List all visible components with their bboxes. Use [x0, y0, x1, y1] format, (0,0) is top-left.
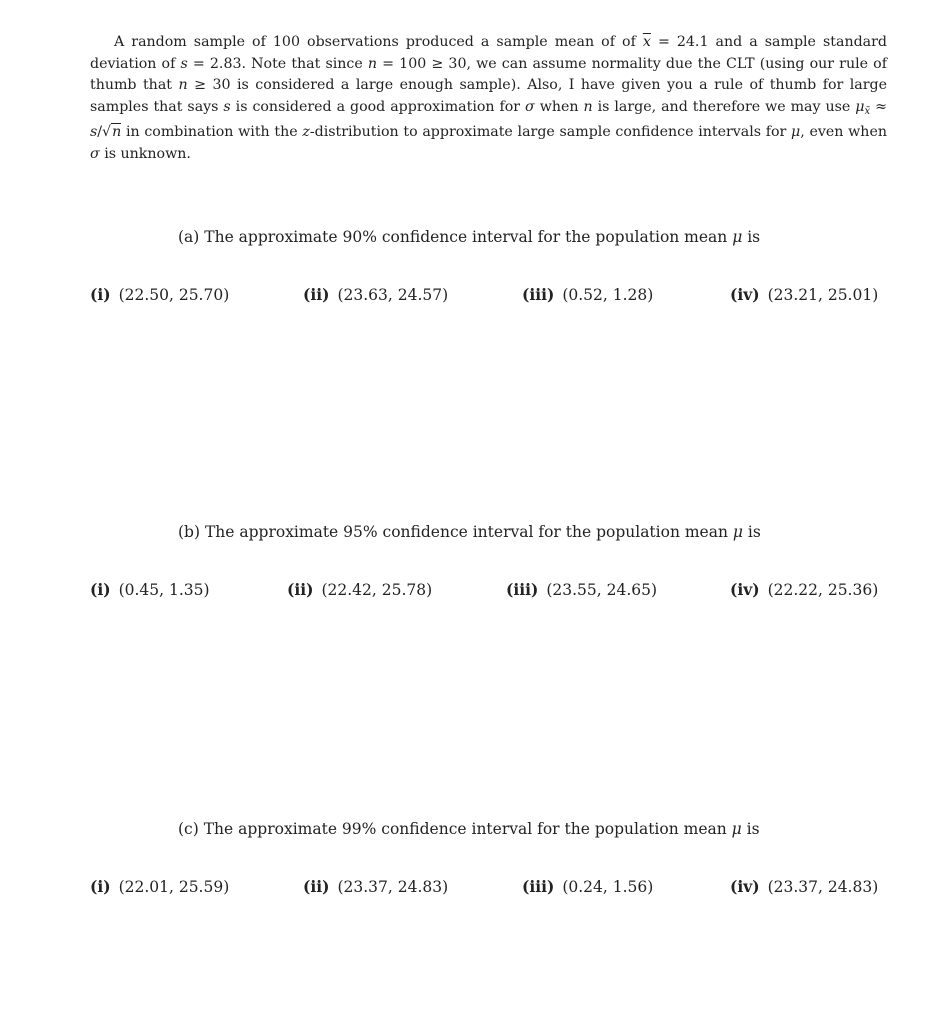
question-b-option-iv: (iv) (22.22, 25.36) [730, 580, 879, 599]
question-a-option-iii: (iii) (0.52, 1.28) [522, 285, 654, 304]
question-c-option-ii: (ii) (23.37, 24.83) [303, 877, 449, 896]
question-a-prompt: (a) The approximate 90% confidence interval for the population mean μ is [178, 228, 761, 246]
problem-statement: A random sample of 100 observations produced a sample mean of of $\overline{x} = 24.1$ and a sample standard deviation of s = 2.83. Note that since n = 100 ≥ 30, we can assume normality due the CLT (using our rule of thumb that n ≥ 30 is considered a large enough sample). Also, I have given you a rule of thumb for large samples that says s is considered a good approximation for σ when n is large, and therefore we may use $\mu_{x̄} \approx s/√n$ in combination with the z-distribution to approximate large sample confidence intervals for μ, even when σ is unknown. [90, 34, 888, 162]
question-c-option-iv: (iv) (23.37, 24.83) [730, 877, 879, 896]
mu-xbar-symbol: $\mu_{x̄}$ [855, 98, 871, 117]
question-a-option-i: (i) (22.50, 25.70) [90, 285, 230, 304]
question-a-option-ii: (ii) (23.63, 24.57) [303, 285, 449, 304]
question-c-option-iii: (iii) (0.24, 1.56) [522, 877, 654, 896]
question-b-option-i: (i) (0.45, 1.35) [90, 580, 210, 599]
sqrt-n: n [112, 124, 122, 141]
question-c-option-i: (i) (22.01, 25.59) [90, 877, 230, 896]
question-c-prompt: (c) The approximate 99% confidence interval for the population mean μ is [178, 820, 760, 838]
xbar-symbol: $\overline{x}$ [642, 34, 651, 50]
question-b-option-ii: (ii) (22.42, 25.78) [287, 580, 433, 599]
question-b-option-iii: (iii) (23.55, 24.65) [506, 580, 658, 599]
question-b-prompt: (b) The approximate 95% confidence interval for the population mean μ is [178, 523, 761, 541]
question-a-option-iv: (iv) (23.21, 25.01) [730, 285, 879, 304]
